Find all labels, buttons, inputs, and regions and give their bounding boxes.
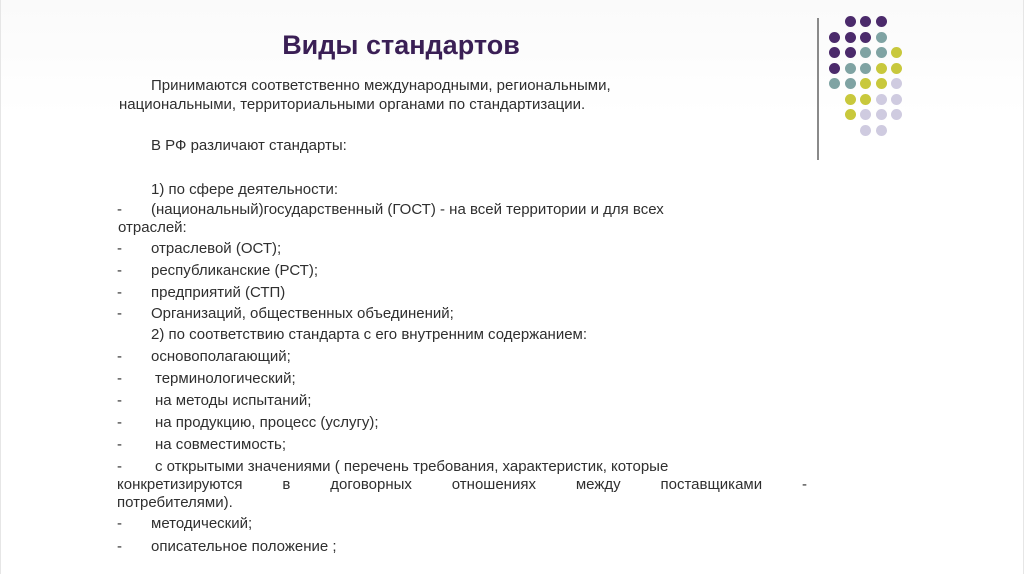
list-dash: - — [117, 305, 122, 322]
decorative-dot — [876, 109, 887, 120]
decorative-dot — [876, 125, 887, 136]
list-dash: - — [117, 392, 122, 409]
decorative-dot — [860, 16, 871, 27]
list-item-continuation: отраслей: — [118, 219, 187, 236]
list-item: предприятий (СТП) — [151, 284, 286, 301]
list-item: терминологический; — [155, 370, 296, 387]
list-item: на продукцию, процесс (услугу); — [155, 414, 379, 431]
decorative-dot — [860, 94, 871, 105]
rf-line: В РФ различают стандарты: — [151, 137, 347, 154]
list-item-continuation: конкретизируются в договорных отношениях между поставщиками - — [117, 476, 807, 493]
decorative-dot — [876, 47, 887, 58]
decorative-dot — [891, 94, 902, 105]
section1-heading: 1) по сфере деятельности: — [151, 181, 339, 198]
list-item: основополагающий; — [151, 348, 291, 365]
list-item: Организаций, общественных объединений; — [151, 305, 454, 322]
decorative-dot — [891, 109, 902, 120]
decorative-dot — [845, 63, 856, 74]
intro-line-2: национальными, территориальными органами по стандартизации. — [119, 96, 586, 113]
decorative-dot — [845, 94, 856, 105]
list-item: на совместимость; — [155, 436, 287, 453]
decorative-dot — [829, 78, 840, 89]
decorative-dot — [845, 78, 856, 89]
decorative-dot — [860, 32, 871, 43]
list-item: описательное положение ; — [151, 538, 337, 555]
decorative-dot — [845, 16, 856, 27]
decorative-dot — [845, 47, 856, 58]
list-dash: - — [117, 262, 122, 279]
list-item: на методы испытаний; — [155, 392, 312, 409]
decorative-dot-grid — [829, 16, 919, 146]
list-dash: - — [117, 201, 122, 218]
list-dash: - — [117, 436, 122, 453]
section2-heading: 2) по соответствию стандарта с его внутренним содержанием: — [151, 326, 588, 343]
list-dash: - — [117, 538, 122, 555]
decorative-dot — [829, 47, 840, 58]
decorative-dot — [876, 63, 887, 74]
decorative-dot — [860, 125, 871, 136]
list-item: с открытыми значениями ( перечень требования, характеристик, которые — [155, 458, 669, 475]
decorative-dot — [876, 16, 887, 27]
decorative-dot — [876, 32, 887, 43]
decorative-dot — [891, 47, 902, 58]
decorative-dot — [860, 78, 871, 89]
decorative-dot — [860, 109, 871, 120]
list-item: республиканские (РСТ); — [151, 262, 318, 279]
decorative-dot — [829, 32, 840, 43]
divider-line — [817, 18, 819, 160]
slide-title: Виды стандартов — [282, 30, 520, 60]
decorative-dot — [845, 109, 856, 120]
decorative-dot — [876, 94, 887, 105]
list-dash: - — [117, 458, 122, 475]
list-dash: - — [117, 370, 122, 387]
decorative-dot — [876, 78, 887, 89]
list-dash: - — [117, 284, 122, 301]
decorative-dot — [860, 47, 871, 58]
decorative-dot — [845, 32, 856, 43]
decorative-dot — [829, 63, 840, 74]
decorative-dot — [860, 63, 871, 74]
list-item-continuation: потребителями). — [117, 494, 233, 511]
list-dash: - — [117, 515, 122, 532]
decorative-dot — [891, 63, 902, 74]
list-dash: - — [117, 348, 122, 365]
list-item: методический; — [151, 515, 253, 532]
list-item: (национальный)государственный (ГОСТ) - на всей территории и для всех — [151, 201, 664, 218]
decorative-dot — [891, 78, 902, 89]
list-dash: - — [117, 240, 122, 257]
list-item: отраслевой (ОСТ); — [151, 240, 282, 257]
intro-line-1: Принимаются соответственно международными, региональными, — [151, 77, 611, 94]
list-dash: - — [117, 414, 122, 431]
